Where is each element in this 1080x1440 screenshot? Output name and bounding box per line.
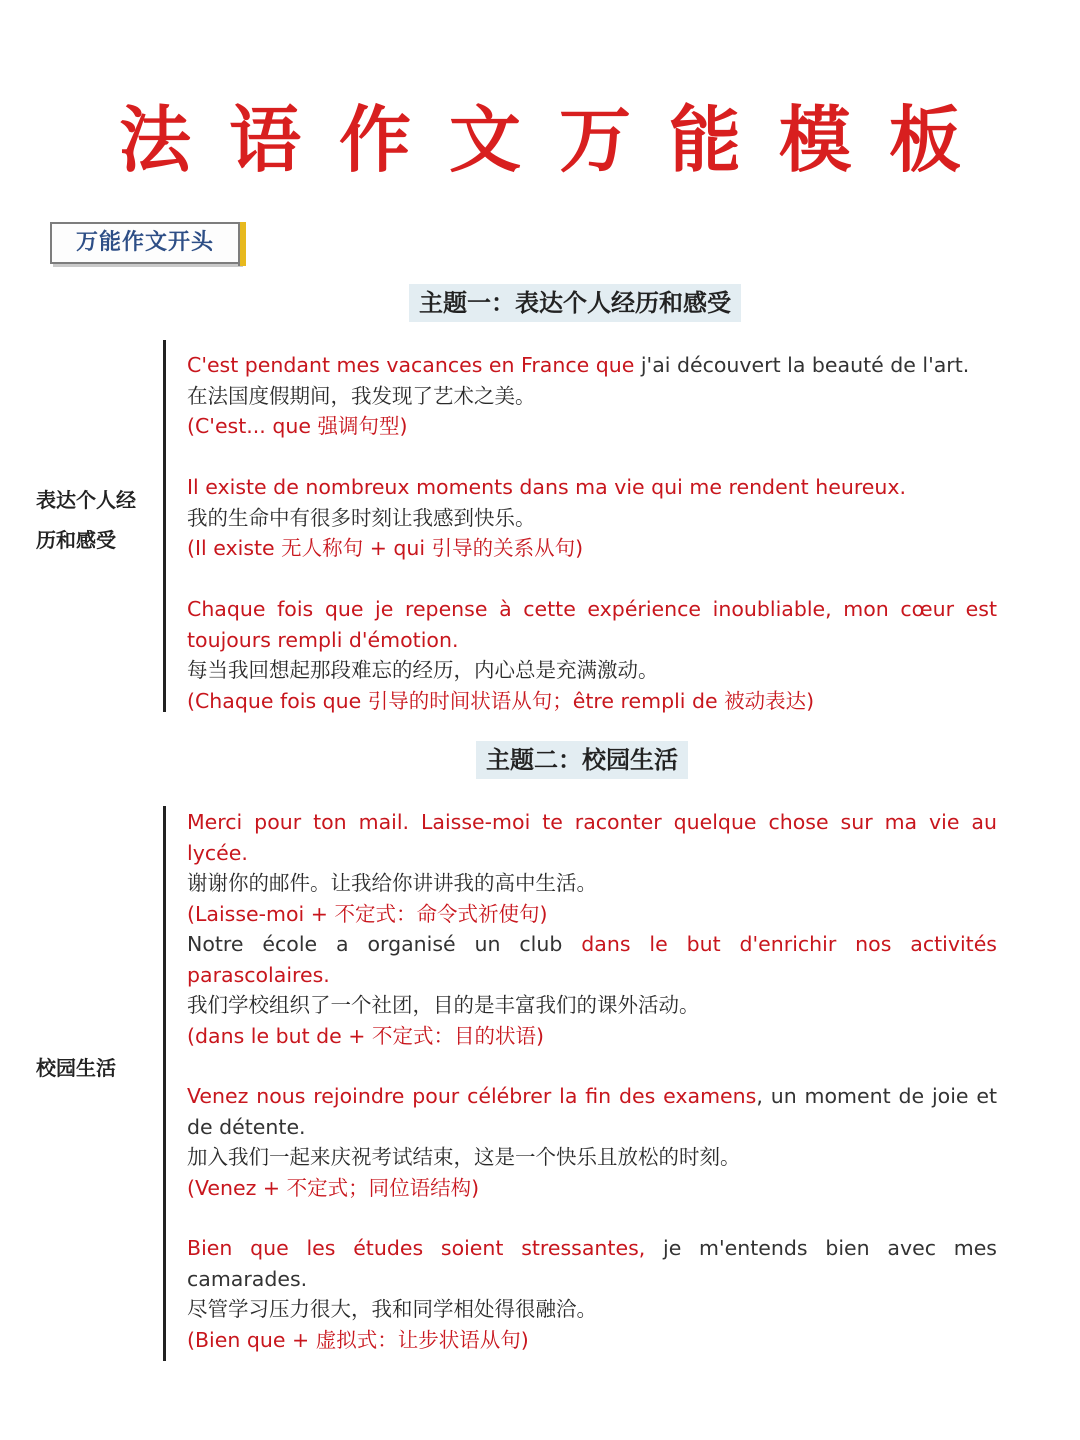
french-sentence: [187, 594, 997, 655]
french-highlight: C'est pendant mes vacances en France que: [187, 353, 635, 377]
side-label-line: 表达个人经: [36, 488, 136, 512]
side-label-personal-experience: [36, 480, 136, 560]
french-sentence: [187, 929, 997, 990]
theme-one-heading: 主题一：表达个人经历和感受: [409, 284, 741, 322]
chinese-translation: 在法国度假期间，我发现了艺术之美。: [187, 383, 536, 408]
section-badge: [50, 222, 240, 264]
french-sentence: [187, 472, 997, 503]
side-label-line: 历和感受: [36, 528, 116, 552]
french-sentence: [187, 350, 997, 381]
chinese-translation: 加入我们一起来庆祝考试结束，这是一个快乐且放松的时刻。: [187, 1145, 741, 1169]
french-highlight: Bien que les études soient stressantes,: [187, 1236, 646, 1260]
grammar-note: (C'est... que 强调句型): [187, 414, 408, 438]
example-entry: [187, 929, 997, 1051]
example-entry: [187, 594, 997, 716]
french-plain: je m'entends bien avec mes camarades.: [187, 1236, 997, 1291]
grammar-note: (Venez + 不定式；同位语结构): [187, 1175, 480, 1200]
grammar-note: (Bien que + 虚拟式：让步状语从句): [187, 1327, 529, 1352]
french-plain: , un moment de joie et de détente.: [187, 1084, 997, 1139]
section-one-divider: [163, 340, 166, 712]
theme-two-heading: 主题二：校园生活: [476, 741, 688, 779]
example-entry: [187, 1081, 997, 1203]
french-sentence: [187, 807, 997, 868]
example-entry: [187, 1233, 997, 1355]
grammar-note: (dans le but de + 不定式：目的状语): [187, 1023, 544, 1048]
grammar-note: (Il existe 无人称句 + qui 引导的关系从句): [187, 536, 584, 560]
french-highlight: Chaque fois que je repense à cette expérience inoubliable, mon cœur est toujours rempli d'émotion.: [187, 597, 997, 652]
grammar-note: (Chaque fois que 引导的时间状语从句；être rempli de 被动表达): [187, 688, 815, 713]
example-entry: [187, 472, 997, 564]
example-entry: [187, 350, 997, 442]
badge-accent-bar: [238, 222, 246, 266]
section-two-divider: [163, 806, 166, 1361]
example-entry: [187, 807, 997, 929]
chinese-translation: 我们学校组织了一个社团，目的是丰富我们的课外活动。: [187, 993, 700, 1017]
french-highlight: dans le but d'enrichir nos activités parascolaires.: [187, 932, 997, 987]
french-highlight: Merci pour ton mail. Laisse-moi te raconter quelque chose sur ma vie au lycée.: [187, 810, 997, 865]
grammar-note: (Laisse-moi + 不定式：命令式祈使句): [187, 901, 548, 926]
french-highlight: Il existe de nombreux moments dans ma vie qui me rendent heureux.: [187, 475, 907, 499]
chinese-translation: 尽管学习压力很大，我和同学相处得很融洽。: [187, 1297, 597, 1321]
french-sentence: [187, 1233, 997, 1294]
page-title: 法语作文万能模板: [118, 98, 999, 182]
chinese-translation: 谢谢你的邮件。让我给你讲讲我的高中生活。: [187, 871, 597, 895]
side-label-campus-life: 校园生活: [36, 1056, 116, 1080]
french-sentence: [187, 1081, 997, 1142]
french-plain: j'ai découvert la beauté de l'art.: [634, 353, 970, 377]
french-highlight: Venez nous rejoindre pour célébrer la fin des examens: [187, 1084, 757, 1108]
chinese-translation: 我的生命中有很多时刻让我感到快乐。: [187, 505, 536, 530]
section-badge-label: 万能作文开头: [75, 230, 214, 255]
chinese-translation: 每当我回想起那段难忘的经历，内心总是充满激动。: [187, 658, 659, 682]
french-plain: Notre école a organisé un club: [187, 932, 582, 956]
